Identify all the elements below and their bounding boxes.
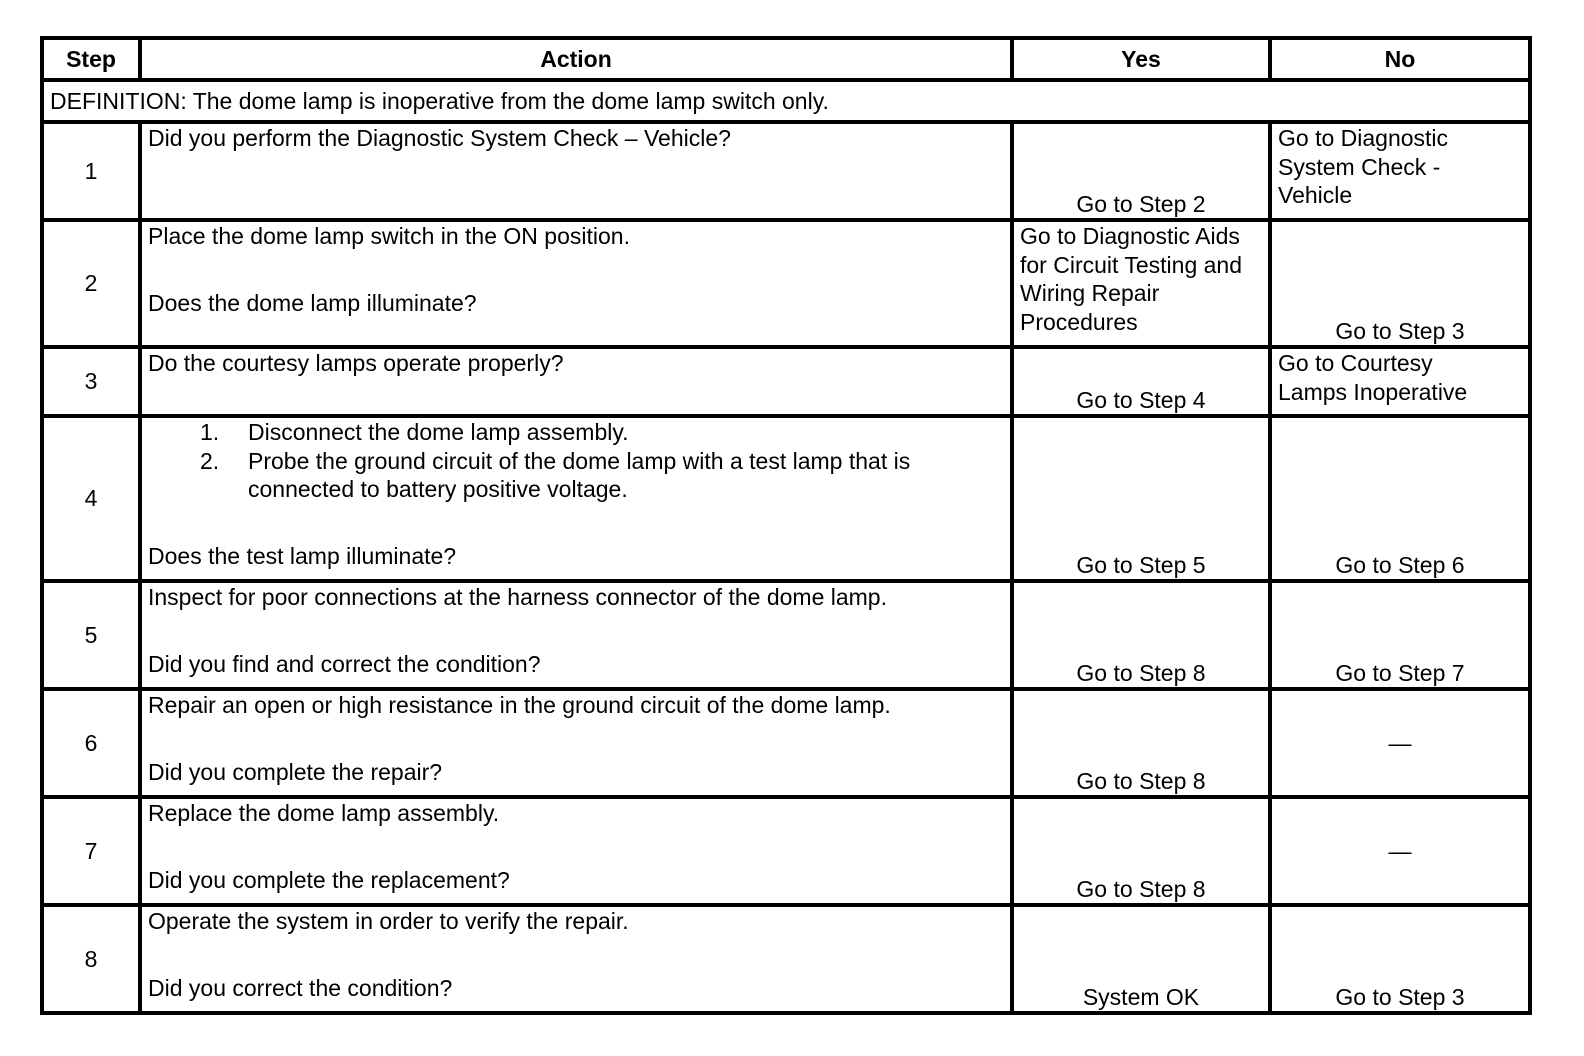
no-cell: — bbox=[1270, 797, 1530, 905]
header-yes: Yes bbox=[1012, 38, 1270, 80]
action-text: Replace the dome lamp assembly. bbox=[148, 800, 500, 826]
no-cell bbox=[1270, 347, 1530, 416]
step-number: 1 bbox=[42, 122, 140, 220]
no-cell: Go to Step 3 bbox=[1270, 220, 1530, 347]
diagnostic-table bbox=[40, 36, 1532, 1015]
no-text-line: Go to Courtesy bbox=[1278, 350, 1433, 376]
header-action: Action bbox=[140, 38, 1012, 80]
substep-text: Disconnect the dome lamp assembly. bbox=[248, 419, 629, 445]
yes-text-line: Procedures bbox=[1020, 308, 1138, 335]
action-question: Does the dome lamp illuminate? bbox=[148, 289, 477, 316]
table-row bbox=[42, 905, 1530, 1013]
action-text: Place the dome lamp switch in the ON position. bbox=[148, 223, 630, 249]
table-row bbox=[42, 797, 1530, 905]
header-row bbox=[42, 38, 1530, 80]
step-number: 2 bbox=[42, 220, 140, 347]
substep-text-line: Probe the ground circuit of the dome lamp with a test lamp that is bbox=[248, 447, 911, 474]
no-cell bbox=[1270, 122, 1530, 220]
action-cell bbox=[140, 347, 1012, 416]
table-row bbox=[42, 581, 1530, 689]
substep-number: 1. bbox=[200, 419, 220, 445]
yes-text-line: Wiring Repair bbox=[1020, 280, 1160, 306]
table-row bbox=[42, 220, 1530, 347]
step-number: 6 bbox=[42, 689, 140, 797]
action-question: Does the test lamp illuminate? bbox=[148, 542, 457, 569]
substep-list bbox=[148, 418, 1004, 504]
substep-text bbox=[248, 447, 910, 504]
action-text: Do the courtesy lamps operate properly? bbox=[148, 350, 564, 376]
action-question: Did you complete the repair? bbox=[148, 758, 443, 785]
no-text-line: Vehicle bbox=[1278, 182, 1353, 208]
table-row bbox=[42, 416, 1530, 581]
no-cell: Go to Step 7 bbox=[1270, 581, 1530, 689]
action-cell bbox=[140, 122, 1012, 220]
yes-cell: Go to Step 2 bbox=[1012, 122, 1270, 220]
action-cell bbox=[140, 416, 1012, 581]
table-row bbox=[42, 689, 1530, 797]
yes-cell: Go to Step 8 bbox=[1012, 797, 1270, 905]
header-step: Step bbox=[42, 38, 140, 80]
yes-cell: Go to Step 8 bbox=[1012, 581, 1270, 689]
list-item bbox=[200, 447, 1004, 504]
yes-cell: Go to Step 8 bbox=[1012, 689, 1270, 797]
yes-cell: Go to Step 4 bbox=[1012, 347, 1270, 416]
substep-text-line: connected to battery positive voltage. bbox=[248, 476, 628, 502]
definition-text: DEFINITION: The dome lamp is inoperative from the dome lamp switch only. bbox=[42, 80, 1530, 122]
action-cell bbox=[140, 905, 1012, 1013]
action-text: Did you perform the Diagnostic System Check – Vehicle? bbox=[148, 125, 731, 151]
yes-cell: System OK bbox=[1012, 905, 1270, 1013]
action-question: Did you complete the replacement? bbox=[148, 866, 510, 893]
action-text: Operate the system in order to verify the repair. bbox=[148, 908, 629, 934]
yes-cell: Go to Step 5 bbox=[1012, 416, 1270, 581]
step-number: 8 bbox=[42, 905, 140, 1013]
action-cell bbox=[140, 797, 1012, 905]
action-cell bbox=[140, 689, 1012, 797]
no-cell: Go to Step 3 bbox=[1270, 905, 1530, 1013]
header-no: No bbox=[1270, 38, 1530, 80]
action-question: Did you find and correct the condition? bbox=[148, 650, 541, 677]
step-number: 4 bbox=[42, 416, 140, 581]
step-number: 7 bbox=[42, 797, 140, 905]
action-question: Did you correct the condition? bbox=[148, 974, 453, 1001]
substep-number: 2. bbox=[200, 447, 220, 474]
no-text-line: Go to Diagnostic bbox=[1278, 125, 1449, 151]
table-row bbox=[42, 122, 1530, 220]
step-number: 5 bbox=[42, 581, 140, 689]
yes-text-line: Go to Diagnostic Aids bbox=[1020, 223, 1240, 249]
no-text-line: Lamps Inoperative bbox=[1278, 378, 1468, 405]
action-text: Repair an open or high resistance in the ground circuit of the dome lamp. bbox=[148, 692, 891, 718]
definition-row bbox=[42, 80, 1530, 122]
action-text: Inspect for poor connections at the harness connector of the dome lamp. bbox=[148, 584, 887, 610]
table-row bbox=[42, 347, 1530, 416]
yes-text-line: for Circuit Testing and bbox=[1020, 251, 1243, 278]
no-text-line: System Check - bbox=[1278, 153, 1441, 180]
action-cell bbox=[140, 220, 1012, 347]
step-number: 3 bbox=[42, 347, 140, 416]
no-cell: Go to Step 6 bbox=[1270, 416, 1530, 581]
list-item bbox=[200, 418, 1004, 447]
yes-cell bbox=[1012, 220, 1270, 347]
action-cell bbox=[140, 581, 1012, 689]
no-cell: — bbox=[1270, 689, 1530, 797]
